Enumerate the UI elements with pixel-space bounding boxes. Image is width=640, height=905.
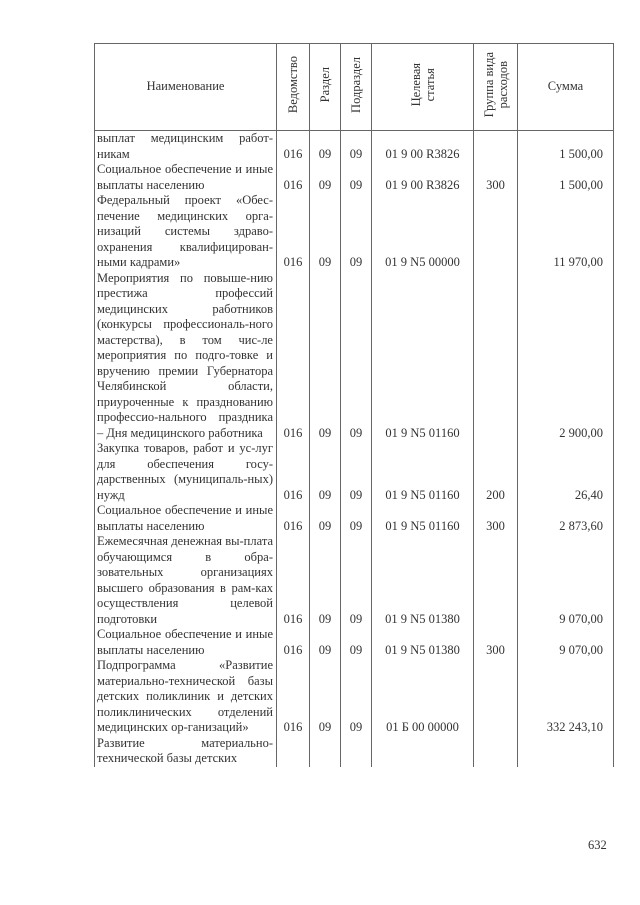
row-vedomstvo: 016 <box>277 162 310 193</box>
table-row <box>95 627 614 658</box>
row-gruppa <box>474 131 518 163</box>
row-celevaya-statya: 01 Б 00 00000 <box>372 658 474 736</box>
table-row <box>95 131 614 163</box>
row-razdel: 09 <box>310 271 341 442</box>
row-razdel <box>310 736 341 767</box>
row-name: Социальное обеспечение и иные выплаты населению <box>95 503 277 534</box>
row-vedomstvo: 016 <box>277 534 310 627</box>
row-gruppa <box>474 658 518 736</box>
row-summa: 1 500,00 <box>518 162 614 193</box>
row-razdel: 09 <box>310 627 341 658</box>
row-podrazdel: 09 <box>341 627 372 658</box>
row-gruppa: 300 <box>474 627 518 658</box>
row-podrazdel: 09 <box>341 271 372 442</box>
row-podrazdel: 09 <box>341 441 372 503</box>
row-podrazdel <box>341 736 372 767</box>
row-vedomstvo: 016 <box>277 658 310 736</box>
row-name: Мероприятия по повыше-нию престижа профессий медицинских работников (конкурсы профессиональ-ного мастерства), в том чис-ле мероприятия по подго-товке и вручению премии Губернатора Челябинской области, приуроченные к празднованию профессио-нального праздника – Дня медицинского работника <box>95 271 277 442</box>
row-podrazdel: 09 <box>341 162 372 193</box>
row-podrazdel: 09 <box>341 131 372 163</box>
row-name: Подпрограмма «Развитие материально-технической базы детских поликлиник и детских поликлинических отделений медицинских ор-ганизаций» <box>95 658 277 736</box>
row-summa <box>518 736 614 767</box>
row-name: Социальное обеспечение и иные выплаты населению <box>95 627 277 658</box>
row-vedomstvo: 016 <box>277 131 310 163</box>
row-vedomstvo <box>277 736 310 767</box>
row-name: Социальное обеспечение и иные выплаты населению <box>95 162 277 193</box>
row-gruppa <box>474 736 518 767</box>
row-summa: 2 900,00 <box>518 271 614 442</box>
row-podrazdel: 09 <box>341 658 372 736</box>
row-razdel: 09 <box>310 534 341 627</box>
table-row <box>95 271 614 442</box>
row-celevaya-statya: 01 9 N5 01160 <box>372 271 474 442</box>
row-name: Развитие материально-технической базы детских <box>95 736 277 767</box>
row-name: Ежемесячная денежная вы-плата обучающимся в обра-зовательных организациях высшего образования в рам-ках осуществления целевой подготовки <box>95 534 277 627</box>
page-number: 632 <box>588 838 607 852</box>
table-row <box>95 162 614 193</box>
row-razdel: 09 <box>310 193 341 271</box>
row-celevaya-statya: 01 9 N5 01380 <box>372 627 474 658</box>
table-row <box>95 658 614 736</box>
row-podrazdel: 09 <box>341 503 372 534</box>
header-razdel: Раздел <box>310 44 341 131</box>
row-summa: 11 970,00 <box>518 193 614 271</box>
table-row <box>95 736 614 767</box>
table-row <box>95 534 614 627</box>
row-gruppa: 200 <box>474 441 518 503</box>
row-name: выплат медицинским работ-никам <box>95 131 277 163</box>
row-name: Закупка товаров, работ и ус-луг для обеспечения госу-дарственных (муниципаль-ных) нужд <box>95 441 277 503</box>
row-podrazdel: 09 <box>341 193 372 271</box>
row-vedomstvo: 016 <box>277 627 310 658</box>
budget-table <box>94 43 614 767</box>
row-name: Федеральный проект «Обес-печение медицинских орга-низаций системы здраво-охранения квалифицирован-ными кадрами» <box>95 193 277 271</box>
row-razdel: 09 <box>310 131 341 163</box>
row-summa: 2 873,60 <box>518 503 614 534</box>
row-celevaya-statya <box>372 736 474 767</box>
header-podrazdel: Подраздел <box>341 44 372 131</box>
row-podrazdel: 09 <box>341 534 372 627</box>
row-celevaya-statya: 01 9 N5 01160 <box>372 503 474 534</box>
row-vedomstvo: 016 <box>277 503 310 534</box>
row-gruppa <box>474 534 518 627</box>
row-summa: 1 500,00 <box>518 131 614 163</box>
row-celevaya-statya: 01 9 N5 01380 <box>372 534 474 627</box>
row-celevaya-statya: 01 9 00 R3826 <box>372 162 474 193</box>
table-row <box>95 441 614 503</box>
table-header-row <box>95 44 614 131</box>
row-gruppa <box>474 193 518 271</box>
table-row <box>95 193 614 271</box>
row-gruppa: 300 <box>474 162 518 193</box>
row-celevaya-statya: 01 9 N5 00000 <box>372 193 474 271</box>
row-summa: 332 243,10 <box>518 658 614 736</box>
row-summa: 26,40 <box>518 441 614 503</box>
row-razdel: 09 <box>310 503 341 534</box>
header-celevaya-statya: Целевая статья <box>372 44 474 131</box>
row-vedomstvo: 016 <box>277 271 310 442</box>
table-row <box>95 503 614 534</box>
row-gruppa <box>474 271 518 442</box>
row-razdel: 09 <box>310 441 341 503</box>
row-summa: 9 070,00 <box>518 627 614 658</box>
row-vedomstvo: 016 <box>277 441 310 503</box>
header-vedomstvo: Ведомство <box>277 44 310 131</box>
row-celevaya-statya: 01 9 N5 01160 <box>372 441 474 503</box>
row-celevaya-statya: 01 9 00 R3826 <box>372 131 474 163</box>
row-vedomstvo: 016 <box>277 193 310 271</box>
header-name: Наименование <box>95 44 277 131</box>
header-gruppa-vida-raskhodov: Группа вида расходов <box>474 44 518 131</box>
row-razdel: 09 <box>310 162 341 193</box>
row-razdel: 09 <box>310 658 341 736</box>
header-summa: Сумма <box>518 44 614 131</box>
row-summa: 9 070,00 <box>518 534 614 627</box>
row-gruppa: 300 <box>474 503 518 534</box>
